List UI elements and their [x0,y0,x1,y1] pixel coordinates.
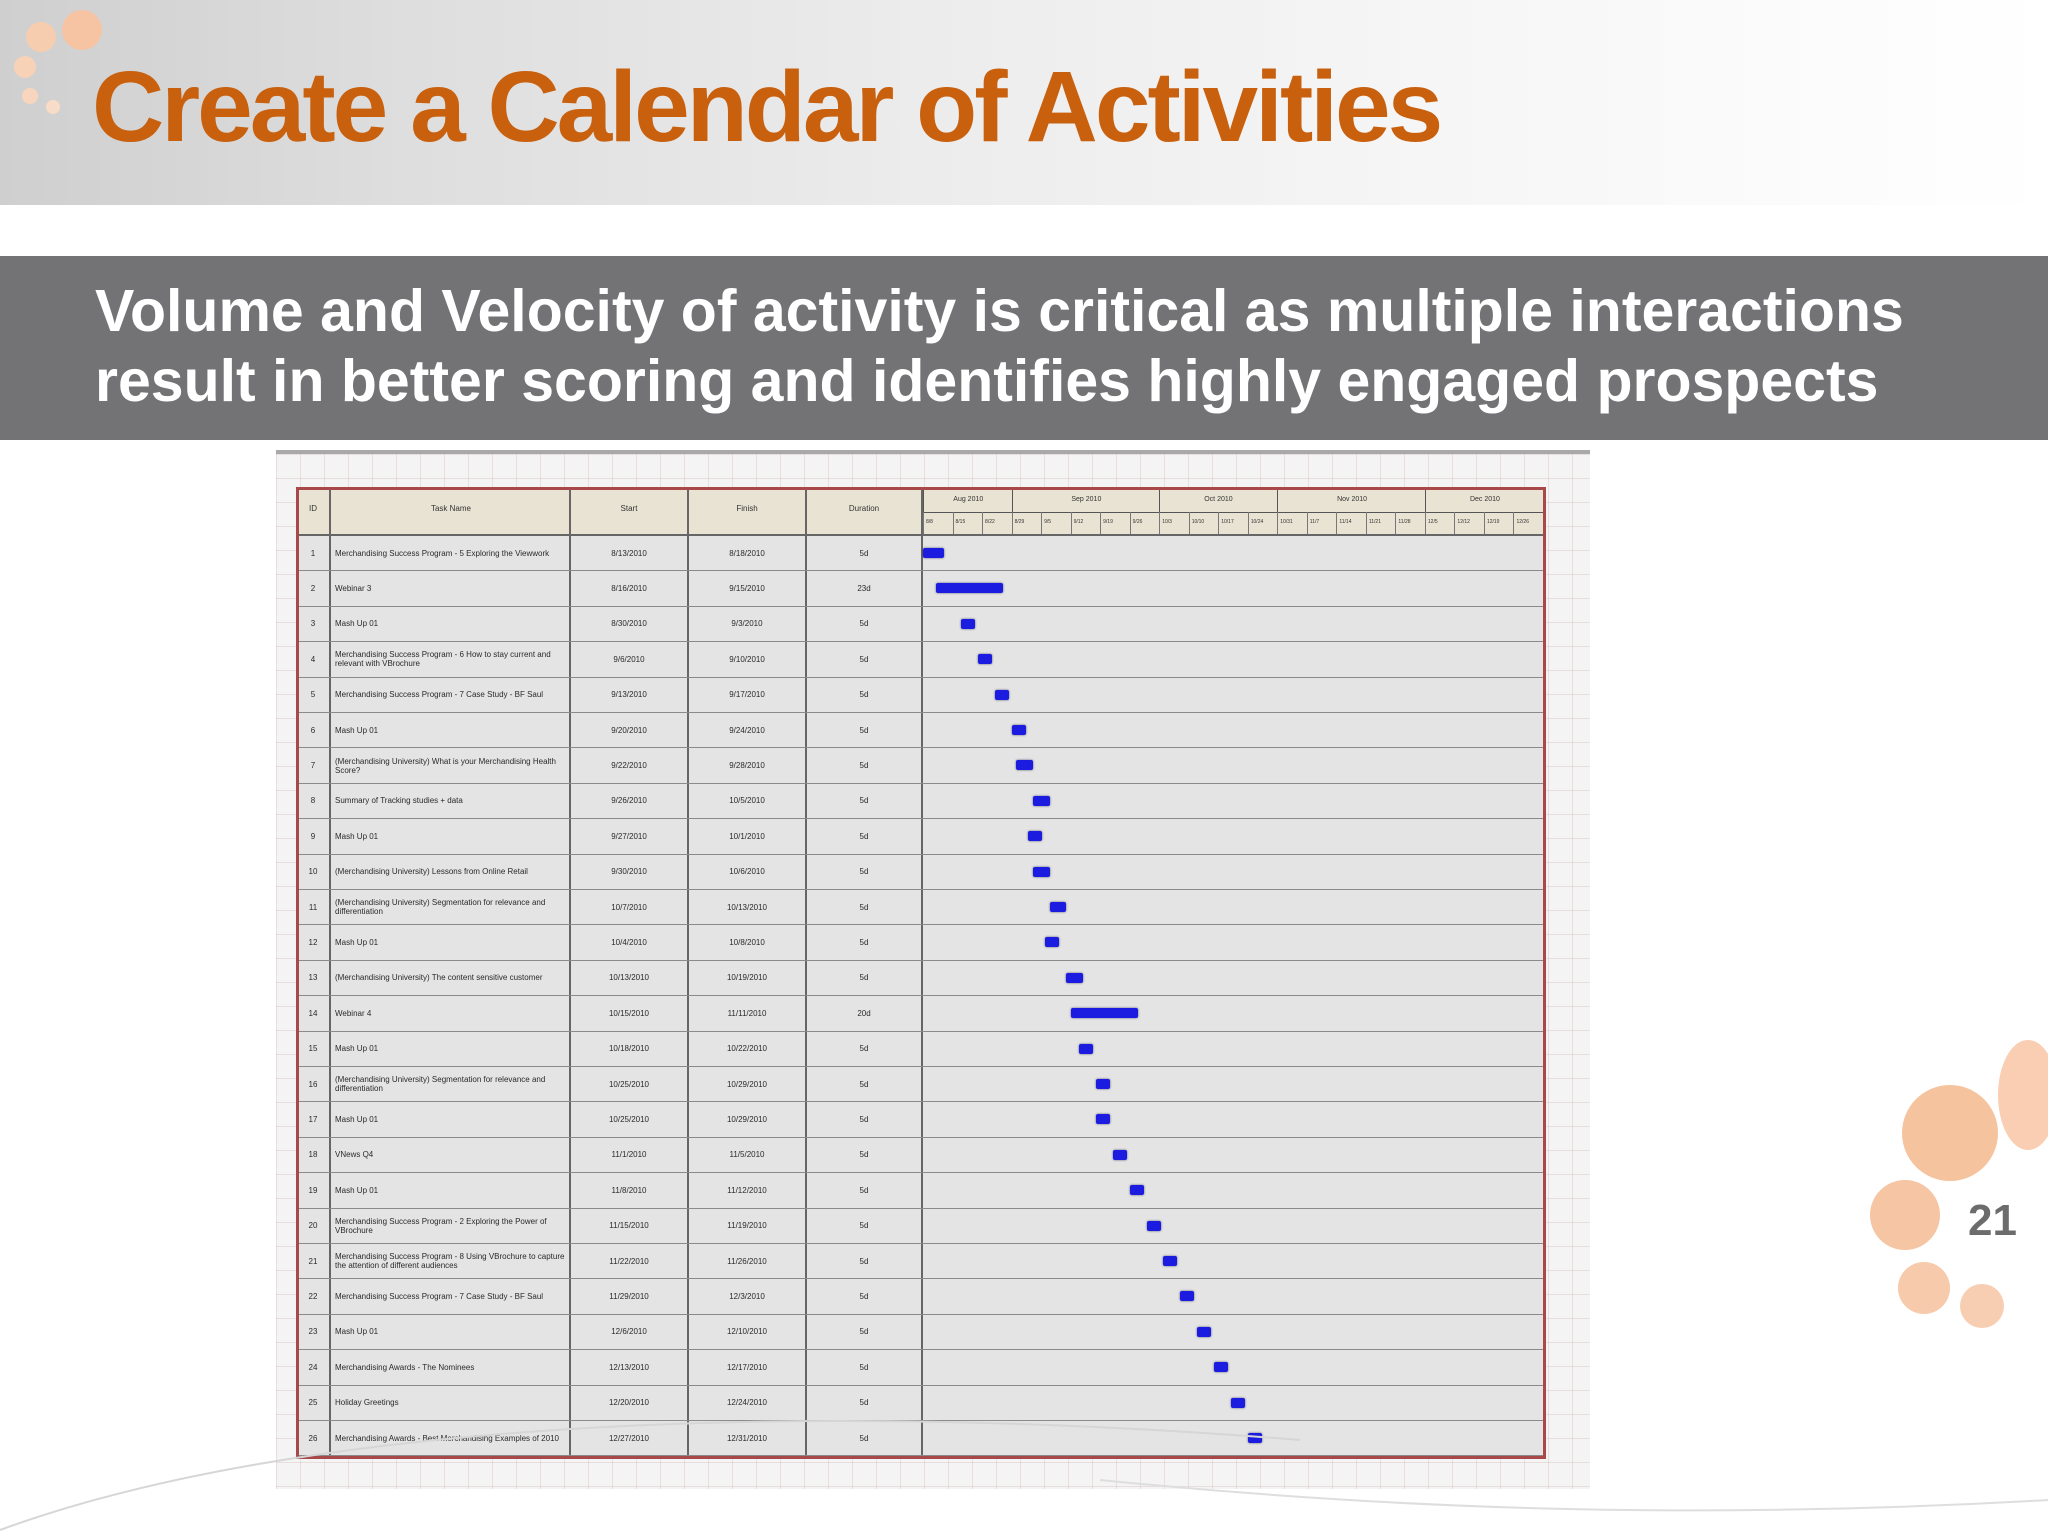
gantt-row [299,1279,1543,1314]
task-start: 10/13/2010 [608,973,650,983]
task-name: Merchandising Success Program - 5 Exploring the Viewwork [335,548,550,558]
subtitle-line-1: Volume and Velocity of activity is critical as multiple interactions [95,278,1904,344]
task-id: 13 [308,973,318,983]
task-start: 12/20/2010 [608,1398,650,1408]
task-id: 10 [308,867,318,877]
gantt-row [299,571,1543,606]
task-bar [1033,796,1050,806]
task-start: 10/4/2010 [611,938,647,948]
task-finish: 12/31/2010 [726,1433,768,1443]
task-bar [1028,831,1042,841]
task-finish: 8/18/2010 [729,548,765,558]
week-label: 10/3 [1162,519,1172,525]
decorative-dot [1870,1180,1940,1250]
task-duration: 5d [859,867,869,877]
task-bar [1050,902,1067,912]
month-label: Nov 2010 [1337,496,1368,503]
gantt-row [299,713,1543,748]
task-bar [1012,725,1026,735]
week-separator [1336,512,1337,534]
week-separator [1159,512,1160,534]
subtitle-band [0,256,2048,440]
task-id: 25 [308,1398,318,1408]
task-name: Merchandising Awards - Best Merchandising Examples of 2010 [335,1433,559,1443]
timescale-divider [922,512,1543,513]
week-label: 9/26 [1132,519,1143,525]
task-start: 9/27/2010 [611,831,647,841]
month-separator [923,490,924,512]
task-name: Holiday Greetings [335,1398,399,1408]
task-finish: 9/3/2010 [731,619,763,629]
week-label: 11/28 [1398,519,1411,525]
subtitle-line-2: result in better scoring and identifies highly engaged prospects [95,348,1879,414]
task-duration: 5d [859,831,869,841]
task-start: 9/30/2010 [611,867,647,877]
week-label: 9/5 [1044,519,1052,525]
task-id: 19 [308,1185,318,1195]
task-finish: 11/19/2010 [727,1221,767,1231]
task-name: Merchandising Success Program - 8 Using VBrochure to capture the attention of different audiences [335,1252,565,1271]
task-finish: 9/28/2010 [729,761,765,771]
gantt-row [299,996,1543,1031]
gantt-row [299,536,1543,571]
task-start: 12/13/2010 [608,1362,650,1372]
task-bar [1071,1008,1138,1018]
task-duration: 5d [859,1185,869,1195]
task-id: 15 [308,1044,318,1054]
task-name: Merchandising Success Program - 7 Case Study - BF Saul [335,690,544,700]
task-name: Merchandising Success Program - 6 How to stay current and relevant with VBrochure [335,650,551,669]
task-finish: 10/13/2010 [726,902,768,912]
task-finish: 10/29/2010 [726,1079,768,1089]
task-duration: 5d [859,725,869,735]
task-duration: 5d [859,1292,869,1302]
decorative-dot [1898,1262,1950,1314]
gantt-row [299,890,1543,925]
task-id: 24 [308,1362,318,1372]
week-separator [1130,512,1131,534]
task-name: (Merchandising University) Segmentation for relevance and differentiation [335,898,546,917]
task-name: (Merchandising University) Segmentation for relevance and differentiation [335,1075,546,1094]
task-name: Webinar 3 [335,584,372,594]
week-label: 8/8 [926,519,933,525]
col-header-start: Start [620,504,638,513]
task-name: Mash Up 01 [335,831,379,841]
task-id: 21 [308,1256,318,1266]
task-duration: 5d [859,938,869,948]
task-start: 10/18/2010 [608,1044,650,1054]
decorative-dot [1960,1284,2004,1328]
week-separator [1100,512,1101,534]
week-label: 10/17 [1221,519,1234,525]
task-id: 16 [308,1079,318,1089]
task-bar [995,690,1009,700]
gantt-row [299,925,1543,960]
task-duration: 5d [859,973,869,983]
decorative-dot [1902,1085,1998,1181]
task-bar [1066,973,1083,983]
gantt-row [299,855,1543,890]
task-start: 11/8/2010 [611,1185,647,1195]
task-duration: 5d [859,654,869,664]
task-finish: 10/29/2010 [726,1115,768,1125]
task-id: 1 [310,548,316,558]
month-separator [1277,490,1278,512]
task-start: 8/16/2010 [611,584,647,594]
task-bar [1180,1291,1194,1301]
task-name: Mash Up 01 [335,619,379,629]
task-duration: 5d [859,1221,869,1231]
week-separator [953,512,954,534]
decorative-dot [26,22,56,52]
week-label: 11/14 [1339,519,1352,525]
gantt-row [299,1173,1543,1208]
gantt-row [299,1244,1543,1279]
task-bar [1033,867,1050,877]
task-name: Mash Up 01 [335,938,379,948]
week-separator [1041,512,1042,534]
task-bar [936,583,1003,593]
task-duration: 5d [859,761,869,771]
decorative-dot [1998,1040,2048,1150]
week-label: 8/15 [955,519,966,525]
task-start: 11/29/2010 [609,1292,649,1302]
task-finish: 12/24/2010 [726,1398,768,1408]
task-duration: 5d [859,1327,869,1337]
task-bar [978,654,992,664]
task-duration: 5d [859,1433,869,1443]
gantt-chart-image [276,450,1590,1489]
task-id: 14 [308,1008,318,1018]
task-id: 4 [310,654,316,664]
task-finish: 11/12/2010 [727,1185,767,1195]
month-label: Dec 2010 [1469,496,1500,503]
task-duration: 5d [859,619,869,629]
gantt-row [299,678,1543,713]
task-bar [961,619,975,629]
task-name: (Merchandising University) What is your Merchandising Health Score? [335,756,556,775]
task-duration: 23d [857,584,871,594]
task-name: Merchandising Success Program - 2 Exploring the Power of VBrochure [335,1216,547,1235]
task-duration: 5d [859,796,869,806]
task-duration: 5d [859,1150,869,1160]
month-separator [1425,490,1426,512]
decorative-curve [0,1380,2048,1536]
col-header-finish: Finish [736,504,758,513]
task-start: 9/20/2010 [611,725,647,735]
task-name: (Merchandising University) Lessons from Online Retail [335,867,528,877]
task-duration: 5d [859,1256,869,1266]
gantt-row [299,1209,1543,1244]
gantt-row [299,642,1543,677]
task-name: Mash Up 01 [335,1115,379,1125]
gantt-row [299,1315,1543,1350]
task-finish: 12/10/2010 [726,1327,768,1337]
week-separator [923,512,924,534]
week-label: 12/5 [1427,519,1438,525]
week-separator [1248,512,1249,534]
task-bar [1096,1079,1110,1089]
task-finish: 10/5/2010 [729,796,765,806]
week-label: 12/12 [1457,519,1470,525]
task-finish: 11/11/2010 [727,1008,767,1018]
task-id: 26 [308,1433,318,1443]
decorative-dot [46,100,60,114]
decorative-dot [62,10,102,50]
gantt-row [299,607,1543,642]
task-finish: 9/15/2010 [729,584,765,594]
week-separator [1484,512,1485,534]
week-label: 8/22 [985,519,995,525]
task-bar [923,548,944,558]
task-finish: 10/22/2010 [726,1044,768,1054]
task-id: 6 [310,725,316,735]
task-start: 10/25/2010 [608,1115,650,1125]
task-start: 8/13/2010 [611,548,647,558]
task-name: (Merchandising University) The content sensitive customer [335,973,543,983]
task-start: 9/6/2010 [613,654,645,664]
task-bar [1079,1044,1093,1054]
week-separator [1012,512,1013,534]
week-label: 8/29 [1014,519,1025,525]
month-label: Aug 2010 [953,496,984,503]
week-label: 9/12 [1073,519,1084,525]
task-name: Mash Up 01 [335,1044,379,1054]
task-bar [1214,1362,1228,1372]
task-start: 11/15/2010 [609,1221,649,1231]
task-id: 17 [308,1115,318,1125]
task-id: 22 [308,1292,318,1302]
task-start: 10/7/2010 [611,902,647,912]
decorative-dot [14,56,36,78]
task-duration: 5d [859,548,869,558]
gantt-row [299,961,1543,996]
task-start: 11/22/2010 [609,1256,649,1266]
task-name: Summary of Tracking studies + data [335,796,463,806]
month-label: Oct 2010 [1204,496,1233,503]
task-duration: 5d [859,902,869,912]
week-separator [1513,512,1514,534]
task-bar [1197,1327,1211,1337]
week-label: 12/19 [1486,519,1500,525]
task-id: 3 [310,619,316,629]
task-start: 8/30/2010 [611,619,647,629]
task-bar [1016,760,1033,770]
week-separator [1189,512,1190,534]
week-label: 10/31 [1280,519,1293,525]
task-name: Mash Up 01 [335,1185,379,1195]
week-label: 9/19 [1103,519,1113,525]
week-label: 11/21 [1368,519,1381,525]
task-name: Webinar 4 [335,1008,372,1018]
gantt-row [299,819,1543,854]
col-header-duration: Duration [848,504,880,513]
task-start: 11/1/2010 [611,1150,647,1160]
col-header-task-name: Task Name [430,504,471,513]
task-bar [1045,937,1059,947]
task-duration: 5d [859,1079,869,1089]
task-finish: 11/26/2010 [727,1256,767,1266]
week-label: 11/7 [1309,519,1320,525]
task-duration: 5d [859,1362,869,1372]
task-bar [1163,1256,1177,1266]
week-separator [1218,512,1219,534]
week-separator [1071,512,1072,534]
week-separator [982,512,983,534]
gantt-table [296,487,1546,1459]
task-finish: 9/10/2010 [729,654,765,664]
decorative-dot [22,88,38,104]
task-finish: 9/24/2010 [729,725,765,735]
task-duration: 20d [857,1008,871,1018]
task-bar [1130,1185,1144,1195]
task-id: 20 [308,1221,318,1231]
task-start: 12/6/2010 [611,1327,647,1337]
task-id: 23 [308,1327,318,1337]
task-finish: 10/6/2010 [729,867,765,877]
page-number: 21 [1968,1196,2017,1245]
task-finish: 10/19/2010 [726,973,768,983]
task-id: 12 [308,938,318,948]
task-start: 9/26/2010 [611,796,647,806]
task-id: 5 [310,690,316,700]
task-name: VNews Q4 [335,1150,374,1160]
task-id: 18 [308,1150,318,1160]
task-finish: 12/3/2010 [729,1292,765,1302]
gantt-row [299,784,1543,819]
month-separator [1159,490,1160,512]
col-header-id: ID [309,504,317,513]
month-label: Sep 2010 [1071,496,1102,503]
gantt-row [299,1102,1543,1137]
week-label: 10/10 [1191,519,1205,525]
task-id: 8 [310,796,316,806]
task-name: Mash Up 01 [335,725,379,735]
task-start: 9/13/2010 [611,690,647,700]
task-name: Merchandising Success Program - 7 Case Study - BF Saul [335,1292,544,1302]
task-name: Merchandising Awards - The Nominees [335,1362,475,1372]
task-duration: 5d [859,1044,869,1054]
week-separator [1307,512,1308,534]
month-separator [1012,490,1013,512]
week-separator [1454,512,1455,534]
gantt-row [299,1067,1543,1102]
task-duration: 5d [859,690,869,700]
task-start: 10/25/2010 [608,1079,650,1089]
task-id: 7 [310,761,316,771]
task-start: 12/27/2010 [608,1433,650,1443]
task-finish: 9/17/2010 [729,690,765,700]
task-start: 10/15/2010 [608,1008,650,1018]
week-separator [1395,512,1396,534]
task-name: Mash Up 01 [335,1327,379,1337]
task-finish: 10/8/2010 [729,938,765,948]
task-finish: 12/17/2010 [726,1362,768,1372]
task-finish: 10/1/2010 [729,831,765,841]
week-label: 10/24 [1250,519,1264,525]
week-separator [1277,512,1278,534]
week-label: 12/26 [1516,519,1529,525]
slide-title: Create a Calendar of Activities [92,51,1441,163]
task-bar [1147,1221,1161,1231]
task-id: 2 [310,584,316,594]
task-id: 11 [308,902,318,912]
gantt-row [299,748,1543,783]
gantt-row [299,1138,1543,1173]
task-duration: 5d [859,1115,869,1125]
task-finish: 11/5/2010 [729,1150,765,1160]
task-bar [1113,1150,1127,1160]
task-bar [1096,1114,1110,1124]
task-start: 9/22/2010 [611,761,647,771]
week-separator [1425,512,1426,534]
week-separator [1366,512,1367,534]
gantt-row [299,1032,1543,1067]
task-id: 9 [310,831,316,841]
task-duration: 5d [859,1398,869,1408]
